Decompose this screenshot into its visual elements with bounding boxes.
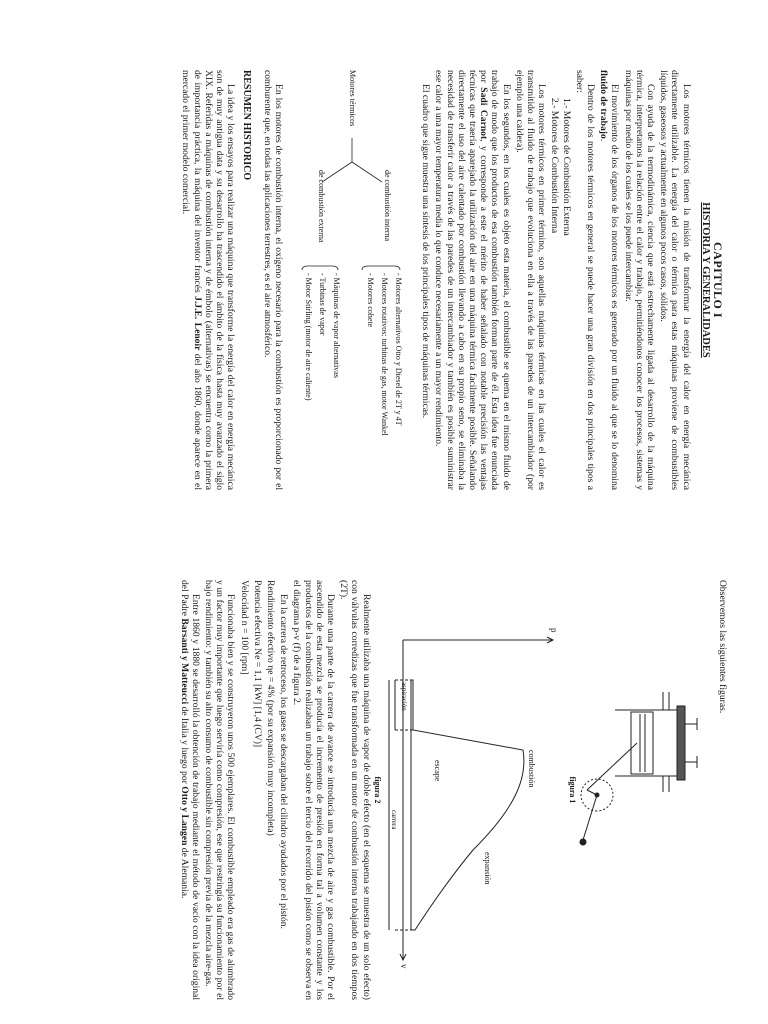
label-expansion: expansión [482, 852, 492, 885]
formula-speed: Velocidad n = 100 [rpm] [238, 580, 250, 675]
section-heading: RESUMEN HISTORICO [240, 70, 252, 181]
figure-2-pv-diagram [383, 580, 563, 1000]
body-paragraph: En los motores de combustión interna, el oxígeno necesario para la combustión es proporcionado por el comburente que, en todas las aplicaciones terrestres, es el aire atmosférico. [261, 70, 284, 490]
intro-paragraph: El cuadro que sigue muestra una síntesis de los principales tipos de máquinas térmicas. [420, 84, 432, 419]
tree-leaf: - Máquinas de vapor alternativas [331, 273, 341, 378]
label-aspiracion: aspiración [399, 682, 408, 711]
tree-root-label: Motores térmicos [347, 70, 357, 127]
right-paragraph: Entre 1860 y 1880 se desarrolló la obtención de trabajo mediante el método de vacío con la idea original del Padre Barsanti y Matteucci de Italia y luego por Otto y Langen de Alemania. [178, 580, 201, 1000]
tree-external-label: de combustión externa [316, 170, 326, 243]
intro-paragraph: Con ayuda de la termodinámica, ciencia que está estrechamente ligada al desarrollo de la máquina térmica, interpretamos la relación entre el calor y trabajo, permitiéndonos conocer los procesos, sistemas y máquinas por medio de los cuales se los puede intercambiar. [622, 70, 656, 490]
formula-power: Potencia efectiva Ne = 1,1 [kW] [1,4 (CV)] [251, 580, 263, 748]
axis-label-v: v [398, 964, 409, 969]
label-carrera: carrera [389, 810, 398, 830]
right-paragraph: En la carrera de retroceso, los gases se descargaban del cilindro ayudados por el pistón. [278, 594, 290, 929]
engine-drawing [565, 580, 715, 1000]
figure-1-caption: figura 1 [568, 776, 577, 804]
chapter-subtitle: HISTORIA Y GENERALIDADES [699, 202, 711, 358]
left-column [68, 70, 728, 490]
classification-tree [290, 70, 410, 490]
figure-1-engine-diagram [565, 580, 715, 1000]
intro-paragraph: Los motores térmicos en primer término, son aquellas máquinas térmicas en las cuales el calor es transmitido al fluido de trabajo que evoluciona en ella a través de las paredes de un intercambiador (por ejemplo una caldera). [513, 70, 548, 490]
figures-intro: Observemos las siguientes figuras. [717, 580, 728, 714]
right-paragraph: Funcionaba bien y se construyeron unos 500 ejemplares. El combustible empleado era gas de alumbrado y un factor muy importante que luego serviría como compresión, ese que restringía su funcionamiento por el bajo rendimiento: y también su alto consumo de combustible sin compresión previa de la mezcla aire-gas. [202, 580, 237, 1000]
list-item: 1.- Motores de Combustión Externa [560, 98, 572, 236]
label-combustion: combustión [526, 750, 536, 788]
figure-2-caption: figura 2 [372, 776, 382, 804]
intro-paragraph: El movimiento de los órganos de los motores térmicos es generado por un fluido al que se lo denomina fluido de trabajo. [598, 70, 621, 490]
history-paragraph: La idea y los ensayos para realizar una máquina que transforme la energía del calor en energía mecánica son de muy antigua data y su desarrollo ha trascendido el ámbito de la física hasta muy avanzado el siglo XIX. Referidas a máquinas de combustión interna y de émbolo (alternativas) se encuentra como la primera de importancia práctica, la máquina del inventor francés J.J.E. Lenoir del año 1860, donde aparece en el mercado el primer modelo comercial. [180, 70, 237, 490]
engine-type-list [549, 98, 571, 490]
formula-efficiency: Rendimiento efectivo ηe = 4% (por su expansión muy incompleta) [264, 580, 276, 836]
right-paragraph: Durante una parte de la carrera de avance se introducía una mezcla de aire y gas combustible. Por el ascendido de esta mezcla se producía el incremento de presión en forma tal a volumen constante y los productos de la combustión realizaban un trabajo sobre el tercio del recorrido del pistón como se observa en el diagrama p-v (f) de a figura 2. [291, 580, 336, 1000]
label-escape: escape [432, 760, 442, 782]
tree-leaf: - Motores cohete [365, 273, 375, 328]
tree-internal-label: de combustión interna [382, 170, 392, 242]
tree-leaf: - Motores rotativos: turbinas de gas, motor Wankel [379, 273, 389, 436]
axis-label-p: p [548, 628, 559, 633]
intro-paragraph: Dentro de los motores térmicos en general se puede hacer una gran división en dos principales tipos a saber: [573, 70, 596, 490]
tree-leaf: - Turbinas de vapor [317, 273, 327, 336]
right-column [68, 580, 728, 1000]
chapter-title: CAPITULO I [711, 241, 725, 318]
intro-paragraph: Los motores térmicos tienen la misión de transformar la energía del calor en energía mecánica directamente utilizable. La energía del calor o térmica para estas máquinas proviene de combustibles líquidos, gaseosos y actualmente en algunos pocos casos, sólidos. [658, 70, 692, 490]
tree-leaf: - Motores alternativos Otto y Diesel de 2T y 4T [393, 273, 403, 426]
tree-leaf: - Motor Stirling (motor de aire caliente) [303, 273, 313, 401]
list-item: 2.- Motores de Combustión Interna [549, 98, 561, 234]
right-paragraph: Realmente utilizaba una máquina de vapor de doble efecto (en el esquema se muestra de un solo efecto) con válvulas corredizas que fue transformada en un motor de combustión interna trabajando en dos tiempos (2T). [338, 580, 372, 1000]
intro-paragraph: En los segundos, en los cuales es objeto esta materia, el combustible se quema en el mismo fluido de trabajo de modo que los productos de esa combustión también forman parte de él. Esta idea fue enunciada por Sadi Carnot, y corresponde a este el mérito de haber señalado con notable precisión las ventajas técnicas que traería aparejado la utilización del aire en una máquina térmica facilmente posible. Señalando directamente el uso del aire calentado por combustión llevando a cabo en su propio seno, se eliminaba la necesidad de transferir calor a través de las paredes de un intercambiador y también es posible suministrar ese calor a una mayor temperatura media lo que conduce necesariamente a un mayor rendimiento. [433, 70, 512, 491]
pv-diagram [383, 580, 563, 1000]
